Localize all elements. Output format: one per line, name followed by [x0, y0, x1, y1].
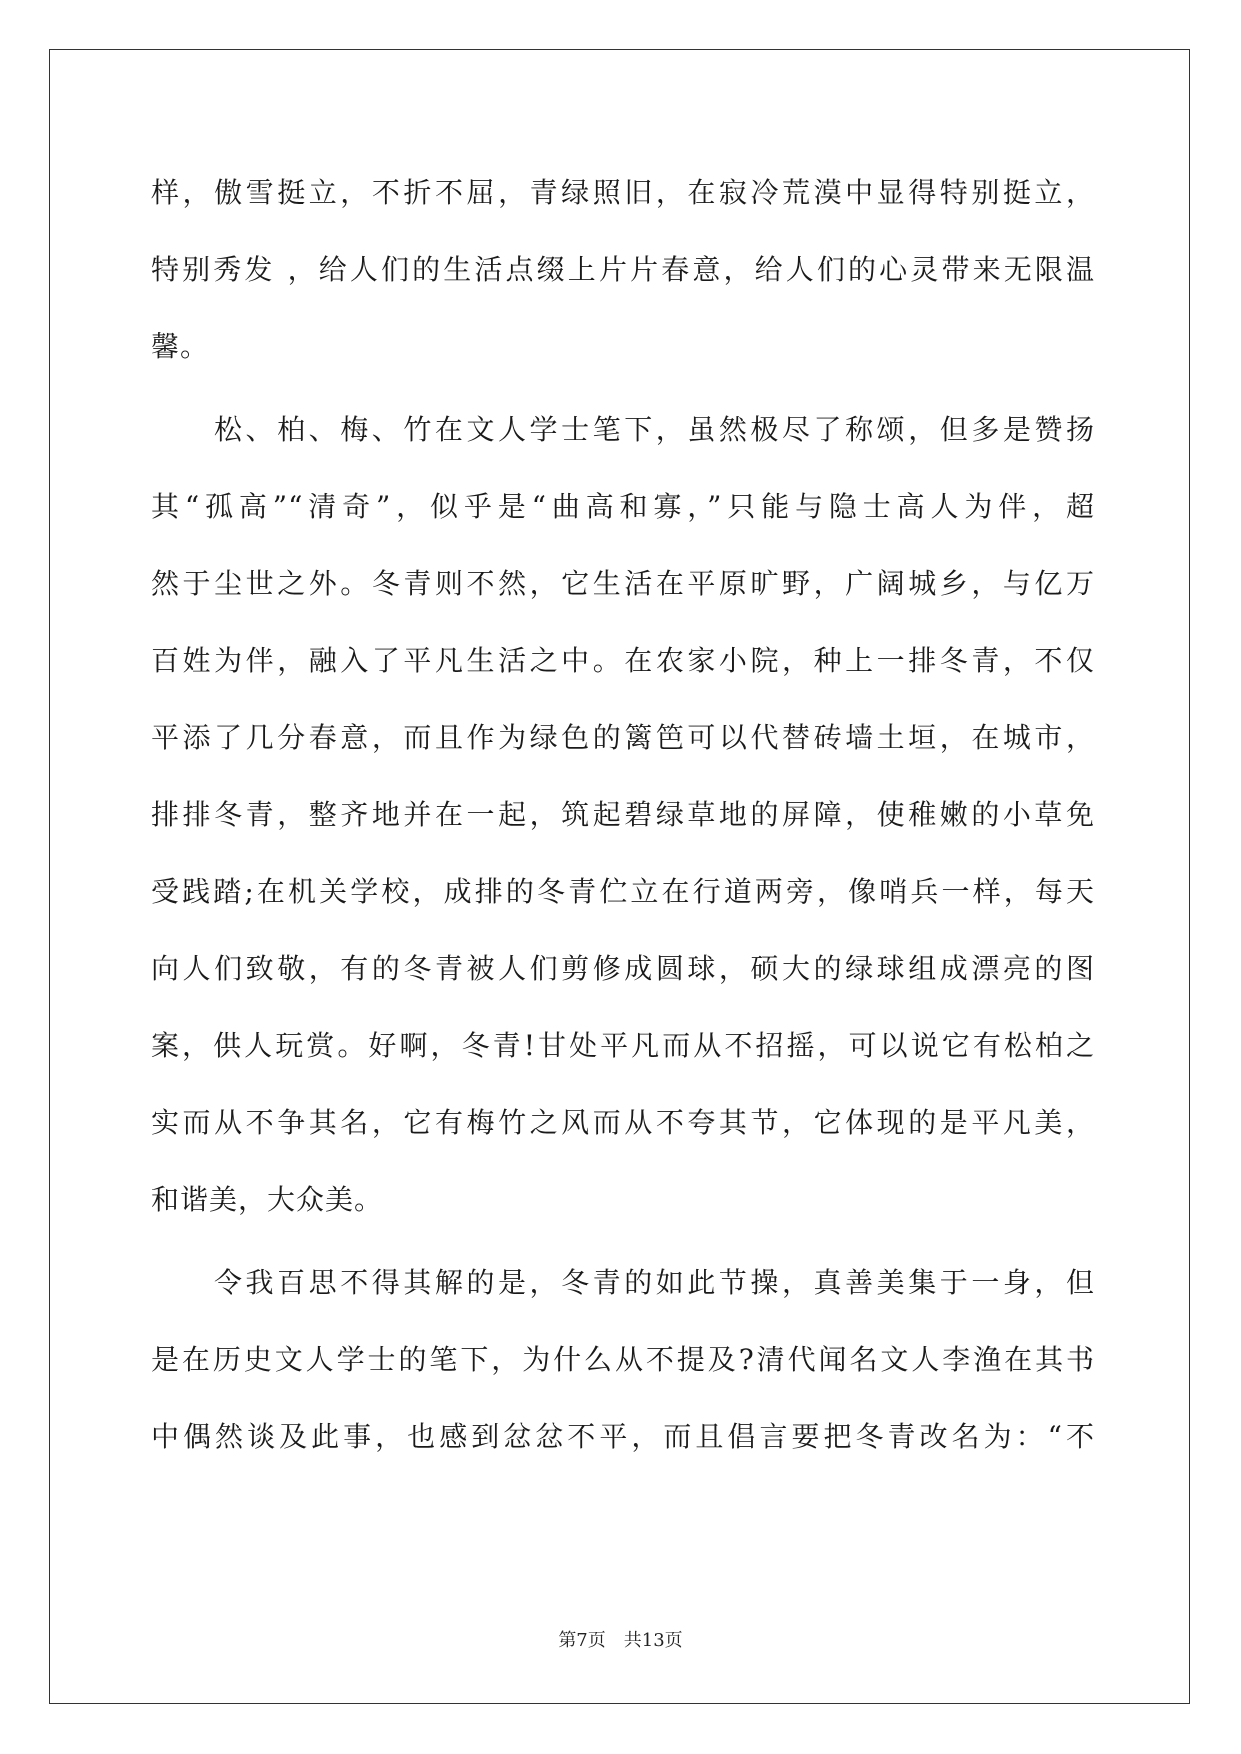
text-line: 案，供人玩赏。好啊，冬青!甘处平凡而从不招摇，可以说它有松柏之	[151, 1029, 1095, 1062]
page-total: 共13页	[623, 1630, 683, 1651]
paragraph-first-line: 松、柏、梅、竹在文人学士笔下，虽然极尽了称颂，但多是赞扬	[214, 413, 1095, 446]
text-line: 平添了几分春意，而且作为绿色的篱笆可以代替砖墙土垣，在城市，	[151, 721, 1095, 754]
page-footer	[0, 1626, 1241, 1652]
text-line: 向人们致敬，有的冬青被人们剪修成圆球，硕大的绿球组成漂亮的图	[151, 952, 1095, 985]
paragraph-first-line: 令我百思不得其解的是，冬青的如此节操，真善美集于一身，但	[214, 1266, 1095, 1299]
text-line: 受践踏;在机关学校，成排的冬青伫立在行道两旁，像哨兵一样，每天	[151, 875, 1095, 908]
text-line: 其“孤高”“清奇”，似乎是“曲高和寡，”只能与隐士高人为伴，超	[151, 490, 1095, 523]
text-line: 是在历史文人学士的笔下，为什么从不提及?清代闻名文人李渔在其书	[151, 1343, 1095, 1376]
text-line: 和谐美，大众美。	[151, 1183, 384, 1216]
text-line: 样，傲雪挺立，不折不屈，青绿照旧，在寂冷荒漠中显得特别挺立，	[151, 176, 1095, 209]
text-line: 排排冬青，整齐地并在一起，筑起碧绿草地的屏障，使稚嫩的小草免	[151, 798, 1095, 831]
page-number: 第7页	[558, 1630, 606, 1651]
text-line: 中偶然谈及此事，也感到忿忿不平，而且倡言要把冬青改名为：“不	[151, 1420, 1095, 1453]
text-line: 百姓为伴，融入了平凡生活之中。在农家小院，种上一排冬青，不仅	[151, 644, 1095, 677]
text-line: 实而从不争其名，它有梅竹之风而从不夸其节，它体现的是平凡美，	[151, 1106, 1095, 1139]
text-line: 然于尘世之外。冬青则不然，它生活在平原旷野，广阔城乡，与亿万	[151, 567, 1095, 600]
document-body	[151, 154, 1095, 1475]
text-line: 特别秀发 ，给人们的生活点缀上片片春意，给人们的心灵带来无限温	[151, 253, 1095, 286]
text-line: 馨。	[151, 330, 210, 363]
